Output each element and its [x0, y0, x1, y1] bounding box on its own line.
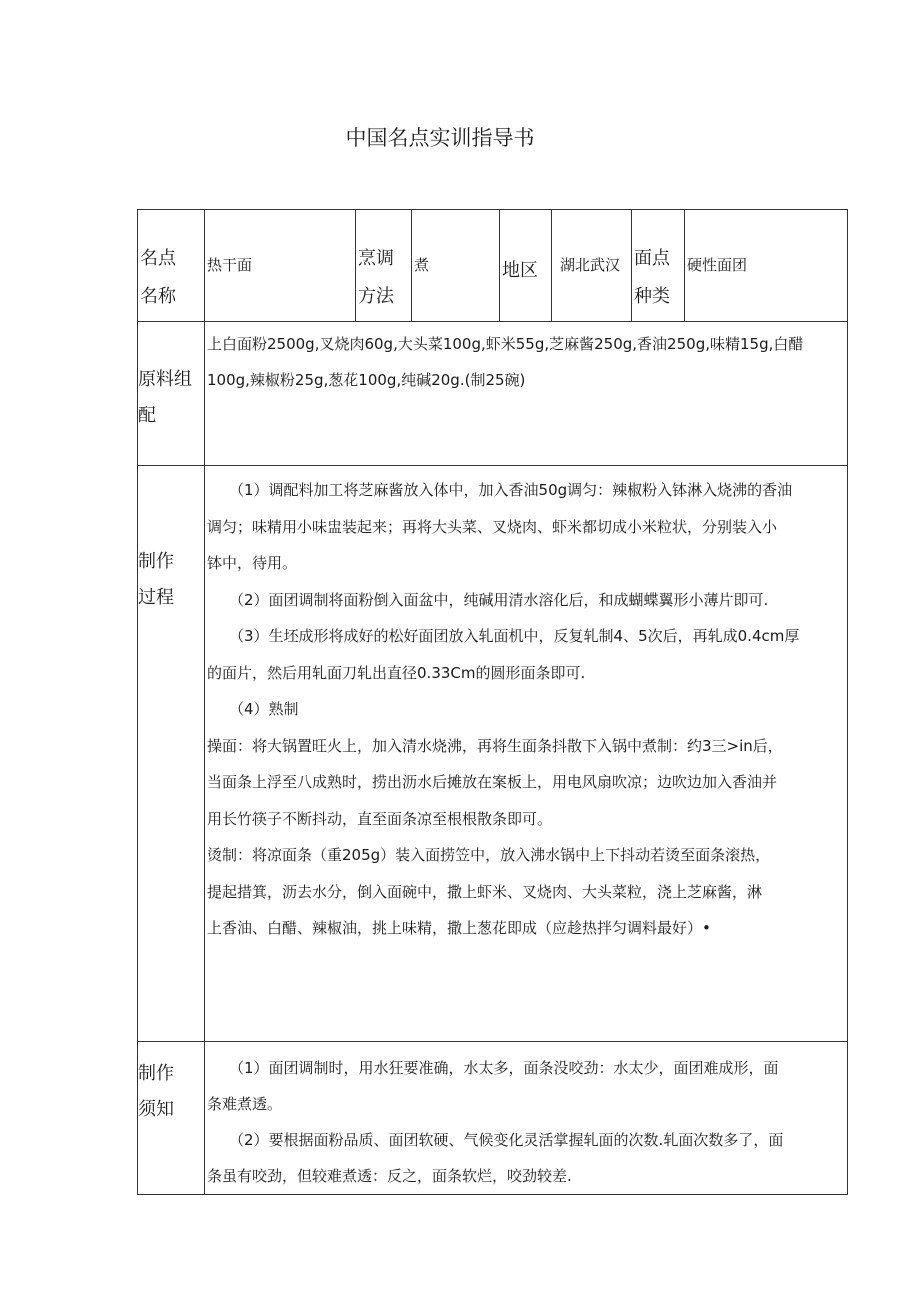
name-label: 名点名称 — [140, 248, 176, 307]
process-line: 烫制：将凉面条（重205g）装入面捞笠中，放入沸水锅中上下抖动若烫至面条滚热， — [207, 846, 771, 864]
header-row — [138, 210, 848, 322]
process-line: 当面条上浮至八成熟时，捞出沥水后摊放在案板上，用电风扇吹凉；边吹边加入香油并 — [207, 773, 778, 791]
ingredients-text — [205, 322, 847, 398]
region-value: 湖北武汉 — [560, 256, 621, 274]
process-line: 调匀；味精用小味盅装起来；再将大头菜、叉烧肉、虾米都切成小米粒状，分别装入小 — [207, 517, 778, 536]
notes-row — [138, 1042, 848, 1195]
method-value: 煮 — [414, 256, 430, 274]
name-value: 热干面 — [207, 256, 253, 274]
process-text — [205, 466, 847, 947]
method-label: 烹调方法 — [358, 248, 394, 307]
process-line: （2）面团调制将面粉倒入面盆中，纯碱用清水溶化后，和成蝴蝶翼形小薄片即可. — [229, 590, 769, 609]
process-line: 提起措箕，沥去水分，倒入面碗中，撒上虾米、叉烧肉、大头菜粒，浇上芝麻酱，淋 — [207, 882, 763, 901]
type-label: 面点种类 — [634, 248, 670, 307]
region-label: 地区 — [502, 260, 538, 281]
process-line: 的面片，然后用轧面刀轧出直径0.33Cm的圆形面条即可. — [207, 663, 586, 682]
ingredients-label: 原料组配 — [138, 369, 192, 426]
ingredients-line: 100g,辣椒粉25g,葱花100g,纯碱20g.(制25碗) — [207, 371, 526, 389]
recipe-table — [137, 209, 848, 1195]
process-line: （3）生坯成形将成好的松好面团放入轧面机中，反复轧制4、5次后，再轧成0.4cm厚 — [229, 627, 800, 645]
process-line: 钵中，待用。 — [207, 554, 298, 572]
process-row — [138, 466, 848, 1042]
ingredients-line: 上白面粉2500g,叉烧肉60g,大头菜100g,虾米55g,芝麻酱250g,香油250g,味精15g,白醋 — [207, 335, 804, 353]
notes-line: （2）要根据面粉品质、面团软硬、气候变化灵活掌握轧面的次数.轧面次数多了，面 — [229, 1131, 784, 1149]
process-line: 上香油、白醋、辣椒油，挑上味精，撒上葱花即成（应趁热拌匀调料最好）• — [207, 919, 711, 937]
type-value: 硬性面团 — [687, 256, 748, 274]
process-line: （4）熟制 — [229, 700, 299, 718]
notes-line: 条难煮透。 — [207, 1095, 283, 1113]
process-line: 操面：将大锅置旺火上，加入清水烧沸，再将生面条抖散下入锅中煮制：约3三>in后， — [207, 736, 783, 755]
notes-text — [205, 1042, 847, 1194]
notes-line: 条虽有咬劲，但较难煮透：反之，面条软烂，咬劲较差. — [207, 1167, 572, 1185]
process-line: （1）调配料加工将芝麻酱放入体中，加入香油50g调匀：辣椒粉入钵淋入烧沸的香油 — [229, 481, 793, 499]
notes-line: （1）面团调制时，用水狂要准确，水太多，面条没咬劲：水太少，面团难成形，面 — [229, 1059, 779, 1077]
notes-label: 制作须知 — [138, 1063, 174, 1120]
page-title: 中国名点实训指导书 — [345, 126, 535, 150]
ingredients-row — [138, 322, 848, 466]
process-line: 用长竹筷子不断抖动，直至面条凉至根根散条即可。 — [207, 809, 553, 828]
process-label: 制作过程 — [138, 551, 174, 608]
